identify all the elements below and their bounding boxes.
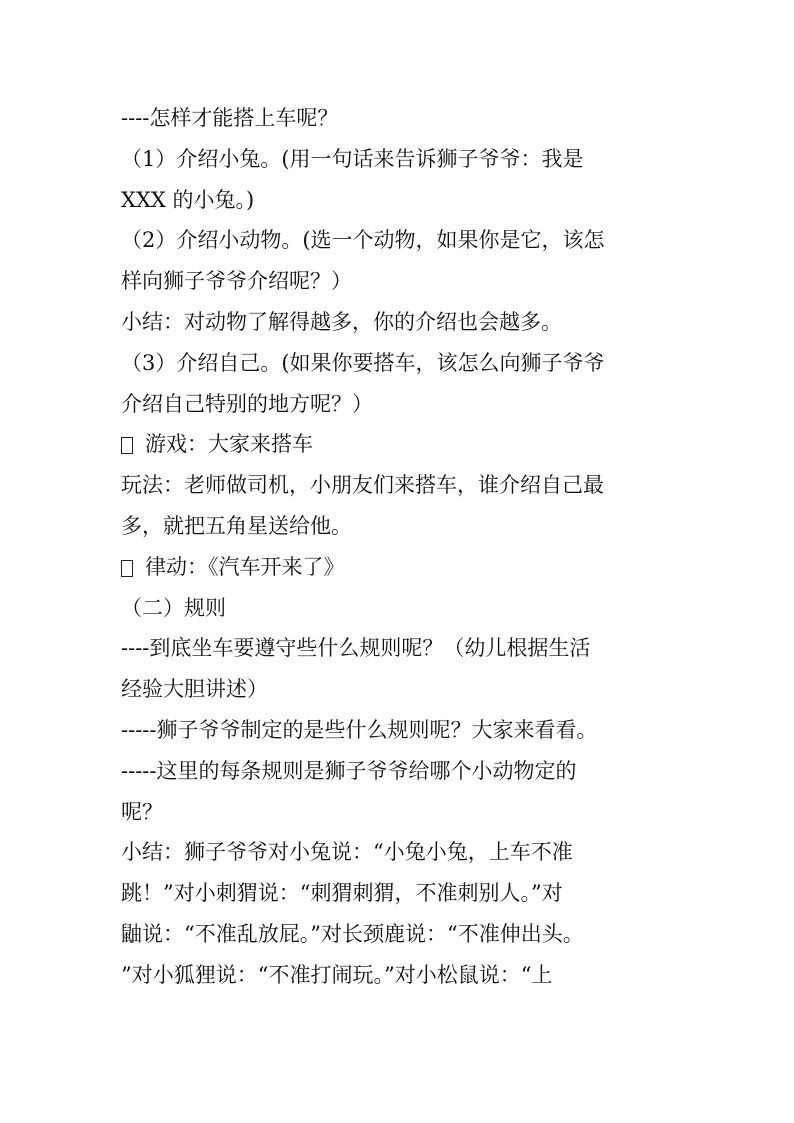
- bullet-box-icon: [121, 560, 133, 577]
- text-line: （1）介绍小兔。(用一句话来告诉狮子爷爷：我是: [121, 146, 584, 171]
- bullet-text: 游戏：大家来搭车: [145, 432, 313, 457]
- text-line: 玩法：老师做司机，小朋友们来搭车，谁介绍自己最: [121, 473, 604, 498]
- text-line: 跳！”对小刺猬说：“刺猬刺猬，不准刺别人。”对: [121, 881, 563, 906]
- bullet-box-icon: [121, 437, 133, 454]
- document-body: [121, 98, 681, 996]
- text-line: （2）介绍小动物。(选一个动物，如果你是它，该怎: [121, 228, 605, 253]
- bullet-line-rhythm: [121, 547, 681, 588]
- text-line: 小结：对动物了解得越多，你的介绍也会越多。: [121, 309, 562, 334]
- bullet-text: 律动：《汽车开来了》: [145, 554, 345, 579]
- text-line: 介绍自己特别的地方呢？）: [121, 391, 373, 416]
- bullet-line-game: [121, 424, 681, 465]
- text-line: 鼬说：“不准乱放屁。”对长颈鹿说：“不准伸出头。: [121, 921, 584, 946]
- text-line: ----到底坐车要遵守些什么规则呢？（幼儿根据生活: [121, 636, 591, 661]
- text-line: -----这里的每条规则是狮子爷爷给哪个小动物定的: [121, 758, 577, 783]
- text-line: 样向狮子爷爷介绍呢？）: [121, 269, 352, 294]
- text-line: 小结：狮子爷爷对小兔说：“小兔小兔，上车不准: [121, 840, 573, 865]
- text-line: 经验大胆讲述）: [121, 677, 268, 702]
- text-line: XXX 的小兔。): [121, 187, 255, 212]
- text-line: ”对小狐狸说：“不准打闹玩。”对小松鼠说：“上: [121, 962, 553, 987]
- section-heading: （二）规则: [121, 595, 226, 620]
- text-line: 呢？: [121, 799, 163, 824]
- text-line: -----狮子爷爷制定的是些什么规则呢？大家来看看。: [121, 717, 598, 742]
- text-line: （3）介绍自己。(如果你要搭车，该怎么向狮子爷爷: [121, 350, 605, 375]
- text-line: ----怎样才能搭上车呢？: [121, 106, 339, 130]
- text-line: 多，就把五角星送给他。: [121, 513, 352, 538]
